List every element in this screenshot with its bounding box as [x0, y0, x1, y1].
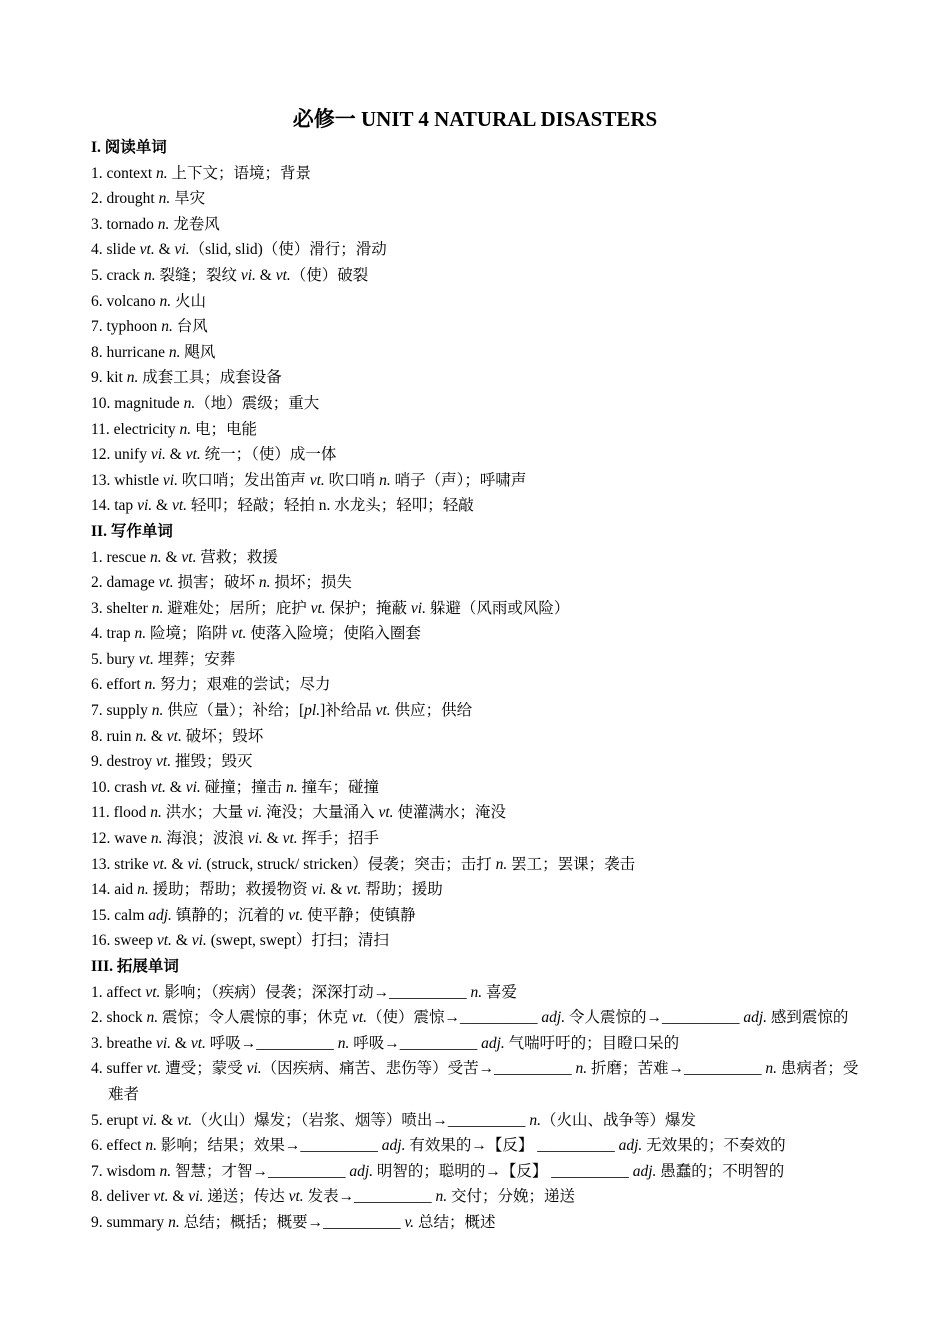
- vocab-entry: [91, 724, 861, 750]
- entry-text: 碰撞；撞击: [200, 778, 287, 796]
- part-of-speech: vt.: [310, 599, 326, 617]
- entry-text: 9. destroy: [91, 753, 157, 771]
- entry-text: &: [152, 497, 172, 515]
- part-of-speech: adj.: [743, 1009, 768, 1027]
- part-of-speech: n.: [151, 599, 164, 617]
- vocab-entry: [91, 826, 861, 852]
- entry-text: 影响；结果；效果→__________: [157, 1137, 382, 1155]
- vocab-entry: [91, 545, 861, 571]
- entry-text: 喜爱: [482, 983, 517, 1001]
- entry-text: 吹口哨: [324, 471, 380, 489]
- vocab-entry: [91, 570, 861, 596]
- entry-text: 呼吸→__________: [349, 1034, 482, 1052]
- vocab-entry: [91, 1056, 861, 1107]
- entry-text: 5. crack: [91, 266, 144, 284]
- part-of-speech: n.: [161, 318, 173, 336]
- entry-text: &: [171, 1034, 191, 1052]
- section-heading: II. 写作单词: [91, 522, 173, 540]
- entry-text: &: [165, 778, 186, 796]
- entry-text: 险境；陷阱: [146, 625, 232, 643]
- part-of-speech: vi.: [246, 1060, 262, 1078]
- entry-text: （使）震惊→__________: [367, 1009, 542, 1027]
- entry-text: 挥手；招手: [297, 830, 380, 848]
- vocab-entry: [91, 621, 861, 647]
- vocab-entry: [91, 1133, 861, 1159]
- part-of-speech: vt.: [375, 702, 391, 720]
- part-of-speech: vt.: [146, 1060, 162, 1078]
- entry-text: （火山、战争等）爆发: [540, 1111, 696, 1129]
- entry-text: （火山）爆发；（岩浆、烟等）喷出→__________: [192, 1111, 530, 1129]
- entry-text: 16. sweep: [91, 932, 157, 950]
- entry-text: 旱灾: [170, 190, 206, 208]
- entry-text: 供应；供给: [390, 702, 473, 720]
- part-of-speech: n.: [157, 215, 170, 233]
- part-of-speech: vi.: [410, 599, 426, 617]
- part-of-speech: vt.: [231, 625, 247, 643]
- entry-text: 海浪；波浪: [162, 830, 248, 848]
- vocab-entry: [91, 186, 861, 212]
- entry-text: 避难处；居所；庇护: [163, 599, 311, 617]
- part-of-speech: vi.: [150, 446, 166, 464]
- vocab-entry: [91, 1210, 861, 1236]
- entry-text: 保护；掩蔽: [325, 599, 411, 617]
- entry-text: 递送；传达: [203, 1188, 289, 1206]
- entry-text: 明智的；聪明的→【反】 __________: [373, 1162, 633, 1180]
- vocab-entry: [91, 1184, 861, 1210]
- part-of-speech: n.: [144, 676, 157, 694]
- entry-text: （因疾病、痛苦、悲伤等）受苦→__________: [261, 1060, 576, 1078]
- part-of-speech: adj.: [349, 1162, 374, 1180]
- part-of-speech: vt.: [288, 906, 304, 924]
- entry-text: 15. calm: [91, 906, 149, 924]
- part-of-speech: vt.: [150, 778, 166, 796]
- entry-text: 愚蠢的；不明智的: [656, 1162, 785, 1180]
- entry-text: 11. electricity: [91, 420, 180, 438]
- part-of-speech: n.: [126, 369, 139, 387]
- entry-text: 呼吸→__________: [205, 1034, 338, 1052]
- entry-text: 统一；（使）成一体: [200, 446, 337, 464]
- entry-text: &: [157, 1111, 178, 1129]
- entry-text: 4. trap: [91, 625, 135, 643]
- reading-words-section: [91, 135, 861, 519]
- part-of-speech: n.: [379, 471, 391, 489]
- part-of-speech: adj.: [481, 1034, 505, 1052]
- entry-text: 轻叩；轻敲；轻拍 n. 水龙头；轻叩；轻敲: [187, 497, 474, 515]
- entry-text: 7. typhoon: [91, 318, 162, 336]
- entry-text: 成套工具；成套设备: [138, 369, 282, 387]
- part-of-speech: vt.: [275, 266, 291, 284]
- part-of-speech: n.: [134, 625, 147, 643]
- entry-text: 患病者；受难者: [108, 1060, 859, 1103]
- entry-text: 2. damage: [91, 574, 159, 592]
- part-of-speech: n.: [337, 1034, 350, 1052]
- entry-text: 1. rescue: [91, 548, 150, 566]
- entry-text: 无效果的；不奏效的: [642, 1137, 786, 1155]
- part-of-speech: vt.: [185, 446, 201, 464]
- entry-text: 10. magnitude: [91, 394, 184, 412]
- vocab-entry: [91, 775, 861, 801]
- entry-text: 使灌满水；淹没: [393, 804, 506, 822]
- entry-text: 11. flood: [91, 804, 151, 822]
- part-of-speech: vi.: [155, 1034, 172, 1052]
- vocab-entry: [91, 417, 861, 443]
- part-of-speech: vt.: [177, 1111, 193, 1129]
- part-of-speech: adj.: [148, 906, 172, 924]
- entry-text: 洪水；大量: [161, 804, 248, 822]
- entry-text: 努力；艰难的尝试；尽力: [156, 676, 331, 694]
- entry-text: 遭受；蒙受: [161, 1060, 247, 1078]
- part-of-speech: vt.: [181, 548, 197, 566]
- entry-text: 3. shelter: [91, 599, 152, 617]
- entry-text: （使）破裂: [290, 266, 369, 284]
- entry-text: 4. suffer: [91, 1060, 147, 1078]
- entry-text: 帮助；援助: [361, 881, 443, 899]
- part-of-speech: vi.: [162, 471, 178, 489]
- vocab-entry: [91, 442, 861, 468]
- part-of-speech: vt.: [145, 983, 161, 1001]
- entry-text: 令人震惊的→__________: [565, 1009, 744, 1027]
- part-of-speech: vi.: [142, 1111, 158, 1129]
- vocab-entry: [91, 1108, 861, 1134]
- entry-text: 7. supply: [91, 702, 152, 720]
- entry-text: 镇静的；沉着的: [171, 906, 289, 924]
- entry-text: 8. deliver: [91, 1188, 154, 1206]
- part-of-speech: n.: [150, 830, 163, 848]
- entry-text: 5. bury: [91, 650, 139, 668]
- vocab-entry: [91, 314, 861, 340]
- entry-text: 12. wave: [91, 830, 151, 848]
- part-of-speech: n.: [150, 804, 162, 822]
- part-of-speech: vi.: [188, 1188, 204, 1206]
- entry-text: 供应（量）；补给；[: [163, 702, 305, 720]
- part-of-speech: v.: [404, 1213, 415, 1231]
- vocab-entry: [91, 877, 861, 903]
- part-of-speech: vi.: [187, 855, 203, 873]
- entry-text: 埋葬；安葬: [153, 650, 236, 668]
- section-heading: III. 拓展单词: [91, 958, 179, 975]
- entry-text: 摧毁；毁灭: [171, 753, 253, 771]
- entry-text: &: [262, 830, 283, 848]
- entry-text: 电；电能: [191, 420, 258, 438]
- page-title: 必修一 UNIT 4 NATURAL DISASTERS: [292, 107, 658, 131]
- extended-words-section: [91, 954, 861, 1236]
- part-of-speech: vi.: [185, 778, 201, 796]
- part-of-speech: vt.: [288, 1188, 304, 1206]
- vocab-entry: [91, 749, 861, 775]
- vocab-entry: [91, 289, 861, 315]
- entry-text: 2. drought: [91, 190, 159, 208]
- part-of-speech: vt.: [378, 804, 394, 822]
- entry-text: 3. breathe: [91, 1034, 156, 1052]
- part-of-speech: adj.: [618, 1137, 643, 1155]
- part-of-speech: n.: [145, 1137, 157, 1155]
- part-of-speech: vi.: [174, 241, 190, 259]
- part-of-speech: vt.: [346, 881, 362, 899]
- part-of-speech: vt.: [309, 471, 325, 489]
- entry-text: 4. slide: [91, 241, 140, 259]
- vocab-entry: [91, 980, 861, 1006]
- part-of-speech: n.: [149, 548, 162, 566]
- entry-text: 总结；概述: [414, 1213, 496, 1231]
- part-of-speech: vt.: [190, 1034, 206, 1052]
- entry-text: 营救；救援: [196, 548, 278, 566]
- entry-text: 使落入险境；使陷入圈套: [246, 625, 421, 643]
- part-of-speech: n.: [137, 881, 149, 899]
- part-of-speech: n.: [286, 778, 298, 796]
- entry-text: 影响；（疾病）侵袭；深深打动→__________: [160, 983, 471, 1001]
- entry-text: 5. erupt: [91, 1111, 143, 1129]
- entry-text: 飓风: [180, 343, 216, 361]
- entry-text: 火山: [171, 292, 206, 310]
- part-of-speech: n.: [168, 1213, 180, 1231]
- part-of-speech: pl.: [304, 702, 321, 720]
- entry-text: 13. whistle: [91, 471, 163, 489]
- vocab-entry: [91, 1031, 861, 1057]
- entry-text: 2. shock: [91, 1009, 147, 1027]
- entry-text: 3. tornado: [91, 215, 158, 233]
- entry-text: 援助；帮助；救援物资: [148, 881, 312, 899]
- part-of-speech: n.: [135, 727, 147, 745]
- entry-text: 交付；分娩；递送: [447, 1188, 575, 1206]
- vocab-entry: [91, 161, 861, 187]
- vocab-entry: [91, 800, 861, 826]
- part-of-speech: vt.: [158, 574, 174, 592]
- entry-text: (swept, swept）打扫；清扫: [206, 932, 389, 950]
- part-of-speech: vt.: [138, 650, 154, 668]
- vocab-entry: [91, 237, 861, 263]
- entry-text: 罢工；罢课；袭击: [507, 855, 636, 873]
- part-of-speech: vt.: [156, 753, 172, 771]
- part-of-speech: n.: [258, 574, 271, 592]
- entry-text: 折磨；苦难→__________: [587, 1060, 766, 1078]
- entry-text: &: [255, 266, 276, 284]
- entry-text: (struck, struck/ stricken）侵袭；突击；击打: [202, 855, 496, 873]
- part-of-speech: vt.: [152, 855, 168, 873]
- part-of-speech: vi.: [247, 804, 263, 822]
- entry-text: 发表→__________: [303, 1188, 436, 1206]
- vocab-entry: [91, 365, 861, 391]
- entry-text: 9. summary: [91, 1213, 169, 1231]
- entry-text: 哨子（声）；呼啸声: [390, 471, 527, 489]
- part-of-speech: vt.: [156, 932, 172, 950]
- part-of-speech: n.: [146, 1009, 159, 1027]
- vocab-entry: [91, 468, 861, 494]
- entry-text: 智慧；才智→__________: [171, 1162, 350, 1180]
- entry-text: 有效果的→【反】 __________: [405, 1137, 619, 1155]
- entry-text: &: [165, 446, 186, 464]
- part-of-speech: adj.: [541, 1009, 566, 1027]
- vocab-entry: [91, 698, 861, 724]
- entry-text: &: [161, 548, 182, 566]
- entry-text: 气喘吁吁的；目瞪口呆的: [504, 1034, 680, 1052]
- entry-text: 龙卷风: [169, 215, 220, 233]
- part-of-speech: vt.: [351, 1009, 367, 1027]
- part-of-speech: n.: [575, 1060, 588, 1078]
- entry-text: ]补给品: [320, 702, 376, 720]
- vocab-entry: [91, 928, 861, 954]
- vocab-entry: [91, 596, 861, 622]
- entry-text: （地）震级；重大: [195, 394, 320, 412]
- part-of-speech: vt.: [282, 830, 298, 848]
- entry-text: &: [167, 855, 188, 873]
- part-of-speech: n.: [435, 1188, 448, 1206]
- vocab-entry: [91, 1005, 861, 1031]
- part-of-speech: n.: [159, 292, 172, 310]
- entry-text: 吹口哨；发出笛声: [177, 471, 310, 489]
- part-of-speech: n.: [158, 190, 171, 208]
- entry-text: （slid, slid)（使）滑行；滑动: [189, 241, 387, 259]
- part-of-speech: vt.: [139, 241, 155, 259]
- entry-text: 总结；概括；概要→__________: [179, 1213, 405, 1231]
- vocab-entry: [91, 212, 861, 238]
- part-of-speech: n.: [529, 1111, 541, 1129]
- entry-text: 8. ruin: [91, 727, 136, 745]
- entry-text: 躲避（风雨或风险）: [425, 599, 570, 617]
- part-of-speech: vi.: [137, 497, 153, 515]
- vocabulary-content: [91, 135, 861, 1236]
- entry-text: &: [326, 881, 347, 899]
- entry-text: 使平静；使镇静: [303, 906, 416, 924]
- part-of-speech: vt.: [153, 1188, 169, 1206]
- entry-text: 10. crash: [91, 778, 151, 796]
- part-of-speech: vi.: [247, 830, 263, 848]
- entry-text: &: [171, 932, 192, 950]
- vocab-entry: [91, 340, 861, 366]
- entry-text: 淹没；大量涌入: [262, 804, 379, 822]
- part-of-speech: vt.: [171, 497, 187, 515]
- entry-text: 感到震惊的: [767, 1009, 849, 1027]
- part-of-speech: n.: [159, 1162, 172, 1180]
- entry-text: 裂缝；裂纹: [155, 266, 241, 284]
- vocab-entry: [91, 263, 861, 289]
- part-of-speech: n.: [495, 855, 508, 873]
- entry-text: 6. effort: [91, 676, 145, 694]
- part-of-speech: vi.: [311, 881, 327, 899]
- entry-text: &: [168, 1188, 189, 1206]
- part-of-speech: n.: [470, 983, 483, 1001]
- entry-text: 6. volcano: [91, 292, 160, 310]
- vocab-entry: [91, 493, 861, 519]
- entry-text: &: [146, 727, 167, 745]
- part-of-speech: adj.: [381, 1137, 406, 1155]
- entry-text: 损坏；损失: [270, 574, 352, 592]
- entry-text: 1. affect: [91, 983, 146, 1001]
- entry-text: 损害；破坏: [173, 574, 259, 592]
- part-of-speech: n.: [143, 266, 156, 284]
- section-heading: I. 阅读单词: [91, 139, 167, 156]
- part-of-speech: vi.: [191, 932, 207, 950]
- entry-text: 7. wisdom: [91, 1162, 160, 1180]
- vocab-entry: [91, 672, 861, 698]
- entry-text: 上下文；语境；背景: [167, 164, 312, 182]
- part-of-speech: vi.: [240, 266, 256, 284]
- entry-text: 6. effect: [91, 1137, 146, 1155]
- entry-text: 13. strike: [91, 855, 153, 873]
- part-of-speech: n.: [183, 394, 196, 412]
- entry-text: 撞车；碰撞: [297, 778, 380, 796]
- part-of-speech: n.: [151, 702, 164, 720]
- writing-words-section: [91, 519, 861, 954]
- entry-text: 12. unify: [91, 446, 151, 464]
- entry-text: &: [154, 241, 175, 259]
- entry-text: 破坏；毁坏: [181, 727, 264, 745]
- vocab-entry: [91, 391, 861, 417]
- part-of-speech: adj.: [632, 1162, 657, 1180]
- part-of-speech: n.: [168, 343, 181, 361]
- part-of-speech: n.: [156, 164, 168, 182]
- entry-text: 9. kit: [91, 369, 127, 387]
- part-of-speech: n.: [179, 420, 192, 438]
- vocab-entry: [91, 1159, 861, 1185]
- vocab-entry: [91, 852, 861, 878]
- entry-text: 台风: [172, 318, 208, 336]
- vocab-entry: [91, 903, 861, 929]
- entry-text: 14. aid: [91, 881, 138, 899]
- part-of-speech: n.: [765, 1060, 778, 1078]
- vocab-entry: [91, 647, 861, 673]
- entry-text: 8. hurricane: [91, 343, 169, 361]
- part-of-speech: vt.: [166, 727, 182, 745]
- entry-text: 14. tap: [91, 497, 138, 515]
- entry-text: 震惊；令人震惊的事；休克: [158, 1009, 352, 1027]
- entry-text: 1. context: [91, 164, 156, 182]
